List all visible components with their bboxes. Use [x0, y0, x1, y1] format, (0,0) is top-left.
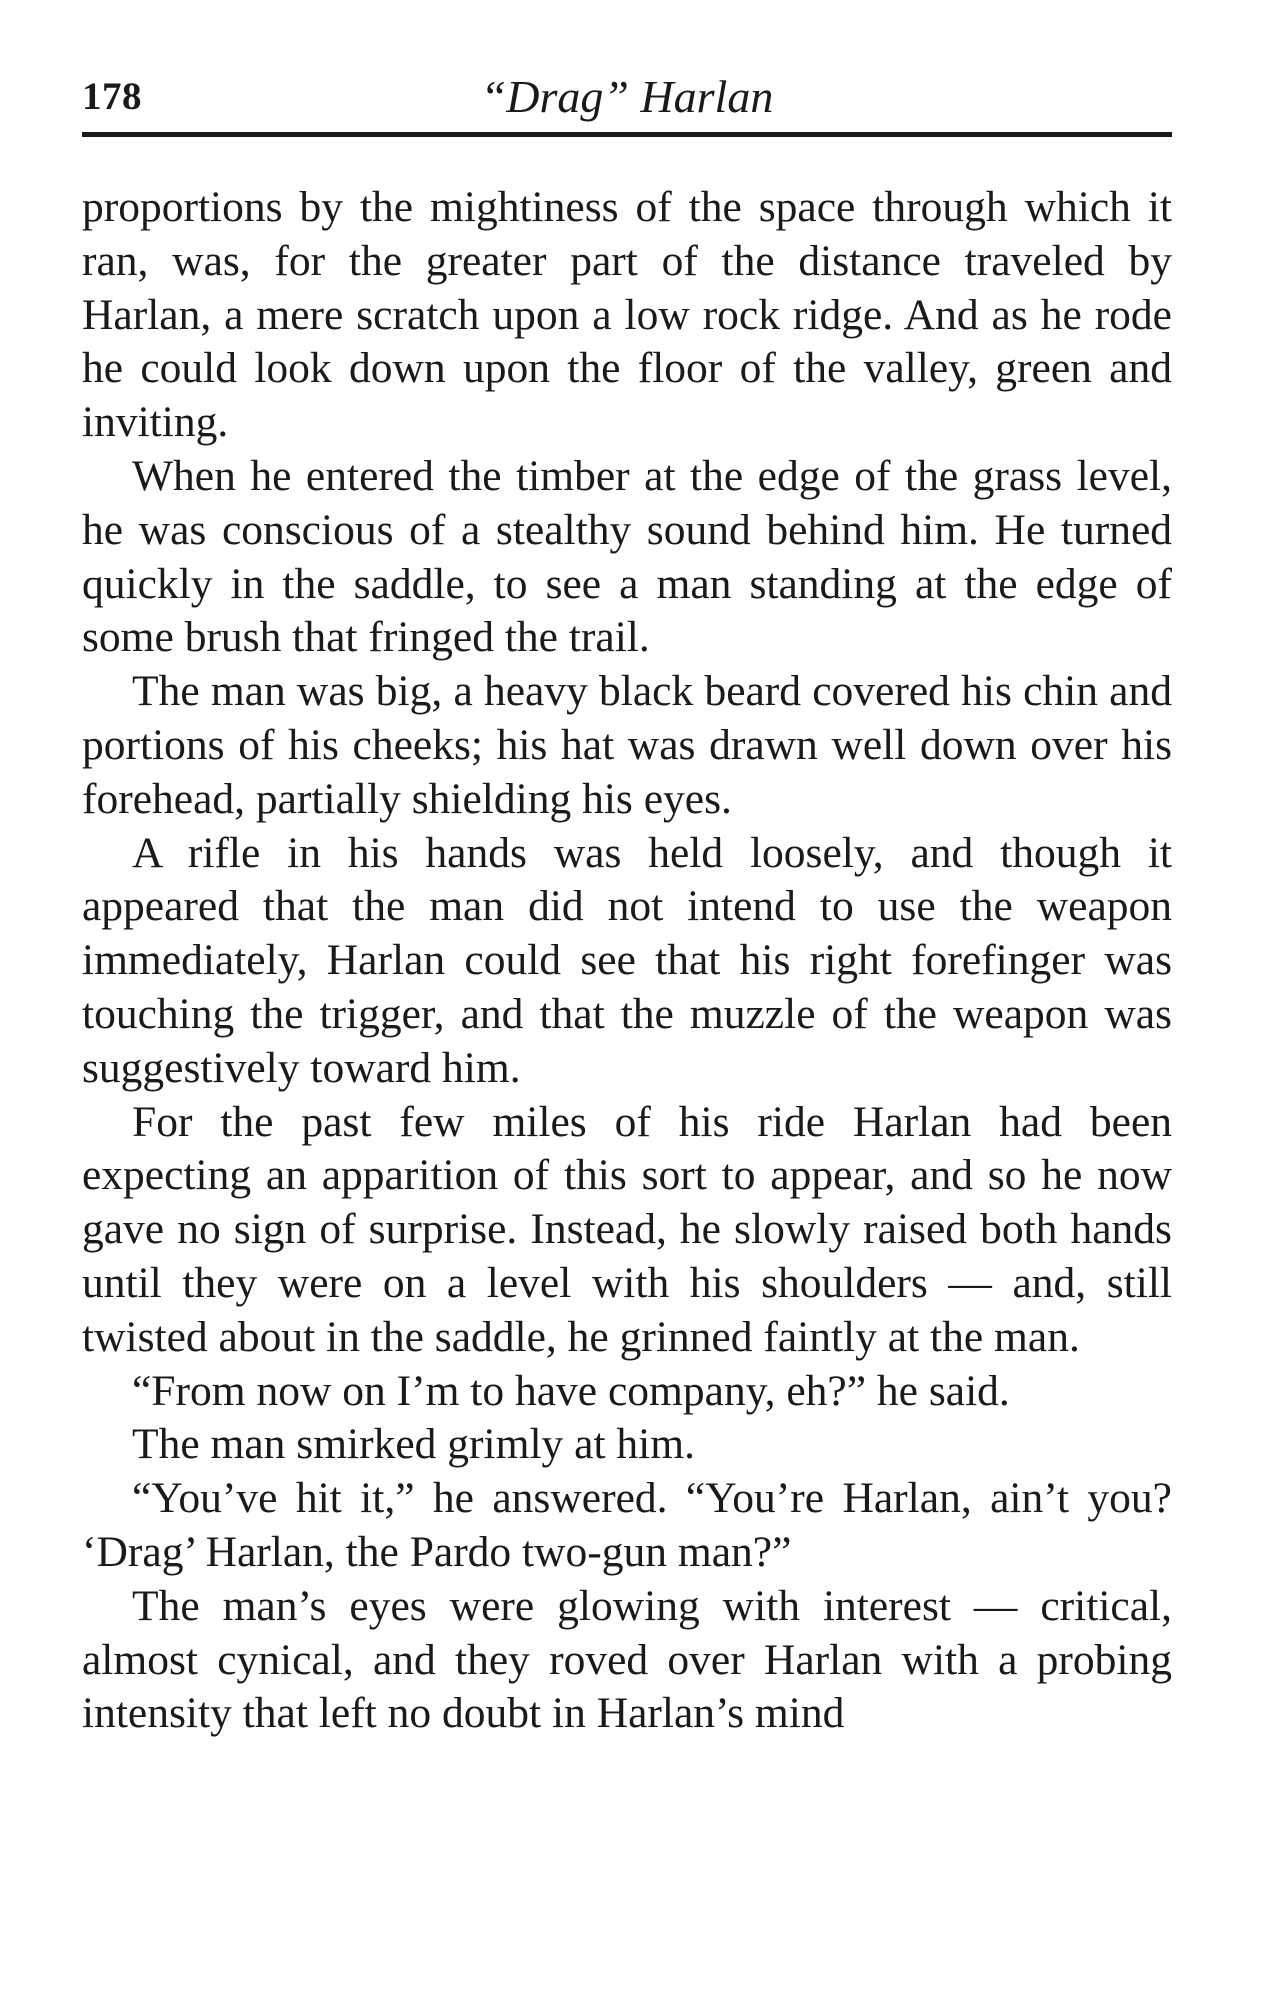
paragraph: For the past few miles of his ride Harlan had been expecting an apparition of this sort to appear, and so he now gave no sign of surprise. Instead, he slowly raised both hands until they were on a level with his shoulders — and, still twisted about in the saddle, he grinned faintly at the man.	[82, 1097, 1172, 1361]
paragraph: The man was big, a heavy black beard covered his chin and portions of his cheeks; his hat was drawn well down over his forehead, partially shielding his eyes.	[82, 667, 1172, 823]
paragraph: When he entered the timber at the edge of the grass level, he was conscious of a stealthy sound behind him. He turned quickly in the saddle, to see a man standing at the edge of some brush that fringed the trail.	[82, 451, 1172, 662]
running-head	[82, 70, 1172, 132]
header-rule	[82, 132, 1172, 137]
paragraph: The man’s eyes were glowing with interest — critical, almost cynical, and they roved over Harlan with a probing intensity that left no doubt in Harlan’s mind	[82, 1581, 1172, 1738]
paragraph-continuation: proportions by the mightiness of the space through which it ran, was, for the greater part of the distance traveled by Harlan, a mere scratch upon a low rock ridge. And as he rode he could look down upon the floor of the valley, green and inviting.	[82, 183, 1172, 447]
paragraph: “From now on I’m to have company, eh?” he said.	[132, 1366, 1010, 1415]
paragraph: A rifle in his hands was held loosely, and though it appeared that the man did not intend to use the weapon immediately, Harlan could see that his right forefinger was touching the trigger, and that the muzzle of the weapon was suggestively toward him.	[82, 828, 1172, 1092]
body-text	[82, 181, 1172, 1741]
paragraph: The man smirked grimly at him.	[132, 1420, 695, 1469]
running-title: “Drag” Harlan	[480, 71, 774, 122]
page-number: 178	[82, 75, 142, 118]
paragraph: “You’ve hit it,” he answered. “You’re Harlan, ain’t you? ‘Drag’ Harlan, the Pardo two-gun man?”	[82, 1474, 1172, 1576]
book-page	[82, 70, 1172, 1741]
